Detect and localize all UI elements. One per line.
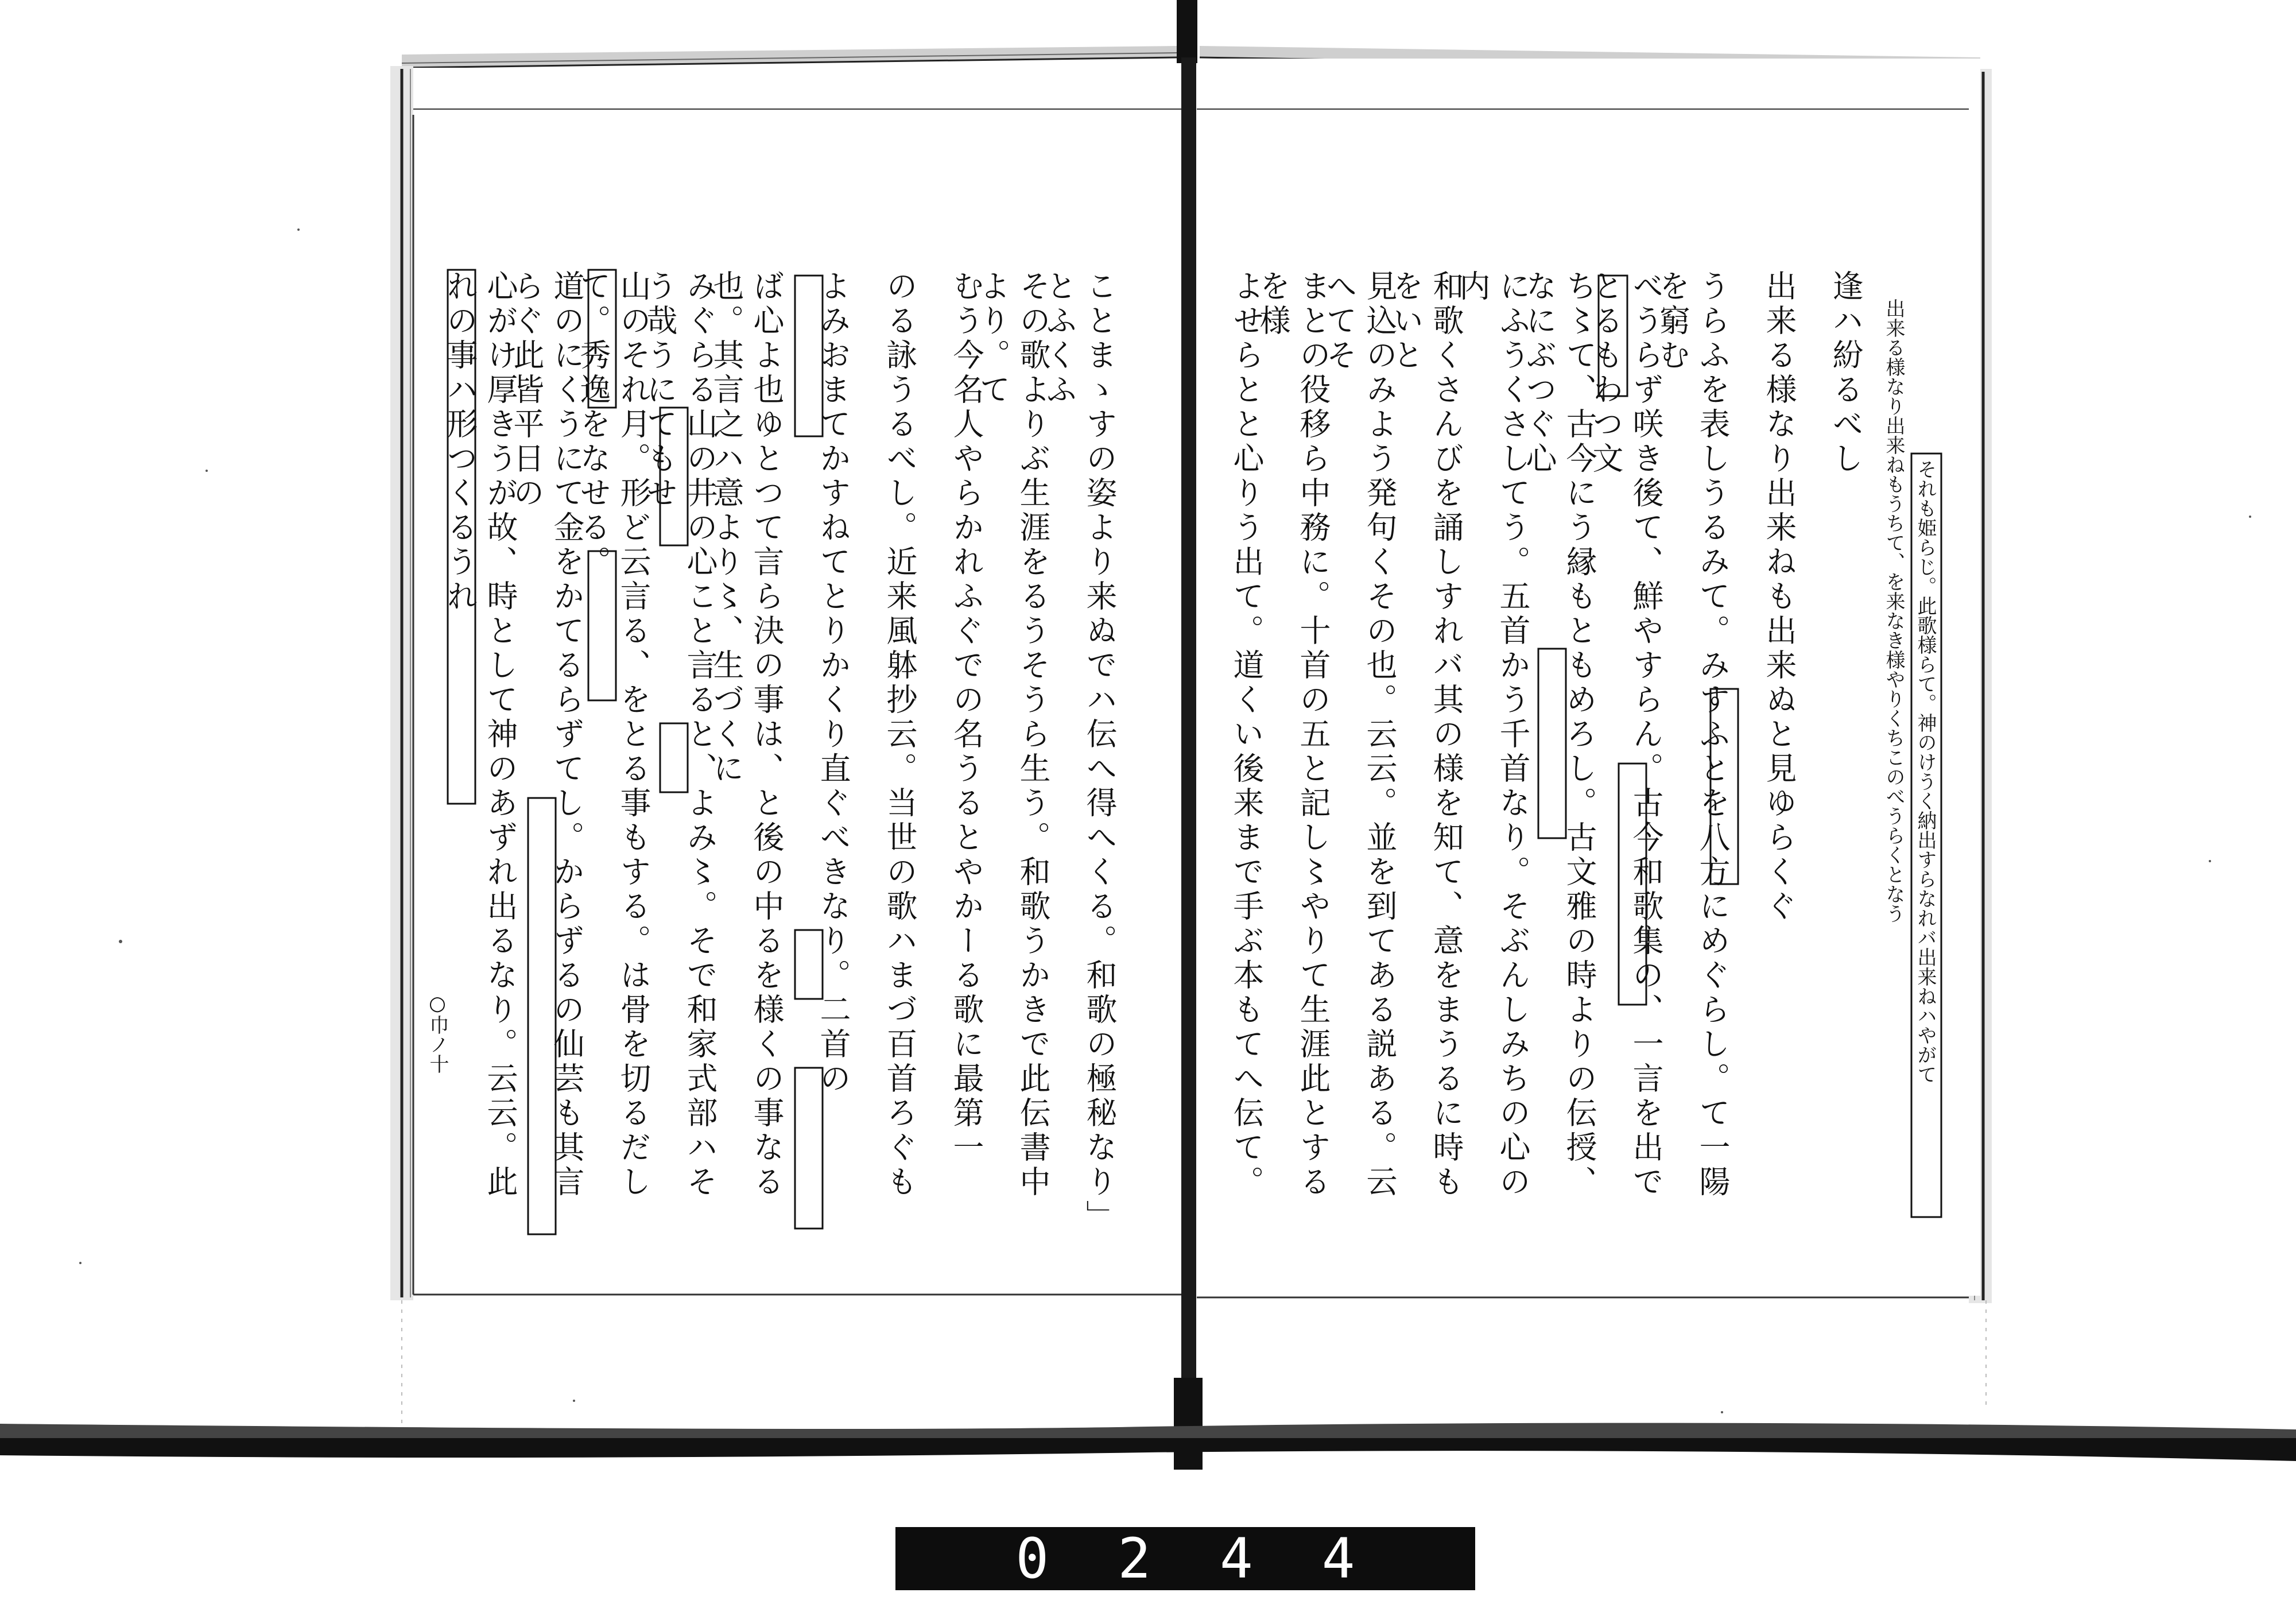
right-page-column: ち〻て、古今にう縁もともめろし。古文雅の時よりの伝授、なにぶつぐ心	[1521, 270, 1597, 1200]
right-page-column: 和歌くさんびを誦しすれバ其の様を知て、意をまうるに時もをいと	[1388, 270, 1464, 1200]
left-page-column: ば心よ也ゆとつて言ら決の事は、と後の中るを様くの事なる也。其言之ハ意より〻、生づくに	[708, 270, 785, 1200]
right-page-column: にふうくさしてう。五首かう千首なり。そぶんしみちの心の内	[1455, 270, 1531, 1200]
right-page-gloss: 出来る様なり出来ねもうちて、を来なき様やりくちこのべうらくとなう	[1882, 299, 1905, 923]
left-page-column: よみおまてかすねてとりかくり直ぐべきなり。二首の	[815, 270, 851, 1096]
left-page-column: 山のそれ月。形ど云言る、をとる事もする。は骨を切るだして。秀逸をなせる。	[575, 270, 651, 1200]
right-page-column: べうらず咲き後て、鮮やすらん。古今和歌集の、一言を出でとるもわつ文	[1588, 270, 1664, 1200]
left-page-column: むう今名人やらかれふぐでの名うるとやかーる歌に最第一	[948, 270, 984, 1165]
left-page-column: のる詠うるべし。近来風躰抄云。当世の歌ハまづ百首ろぐも	[882, 270, 918, 1200]
left-page-column: 心がけ厚きうが故、時として神のあずれ出るなり。云云。此れの事ハ形つくるうれ	[442, 270, 518, 1200]
left-page-column: 道のにくうにて金をかてるらずてし。からずるの仙芸も其言らぐ此皆平日の	[509, 270, 585, 1200]
folio-number: ○巾ノ十	[426, 992, 449, 1074]
left-page-column: みぐらる山の井の心こと言ると、よみ〻。そで和家式部ハそう哉うにてもせ	[642, 270, 718, 1200]
right-page-column: 逢ハ紛るべし	[1828, 270, 1864, 476]
left-page-column: その歌よりぶ生涯をるうそうら生う。和歌うかきで此伝書中より。て	[975, 270, 1051, 1200]
frame-number: 0244	[1015, 1526, 1424, 1591]
right-page-column: まとの役移ら中務に。十首の五と記し〻やりて生涯此とするを様	[1255, 270, 1331, 1200]
left-page-column: ことまゝすの姿より来ぬでハ伝へ得へくる。和歌の極秘なり」とふくふ	[1041, 270, 1118, 1219]
right-page-column: よせらとと心りう出て。道くい後来まで手ぶ本もてへ伝て。	[1228, 270, 1265, 1200]
right-page-column: 見込のみよう発句くその也。云云。並を到てある説ある。云へてそ	[1321, 270, 1398, 1200]
right-page-column: うらふを表しうるみて。みすふとを八方にめぐらし。て一陽を窮む	[1654, 270, 1731, 1200]
right-page-gloss: それも姫らじ。此歌様らて。神のけうく納出すらなれバ出来ねハやがて	[1914, 459, 1937, 1084]
right-page-column: 出来る様なり出来ねも出来ぬと見ゆらくぐ	[1761, 270, 1797, 924]
